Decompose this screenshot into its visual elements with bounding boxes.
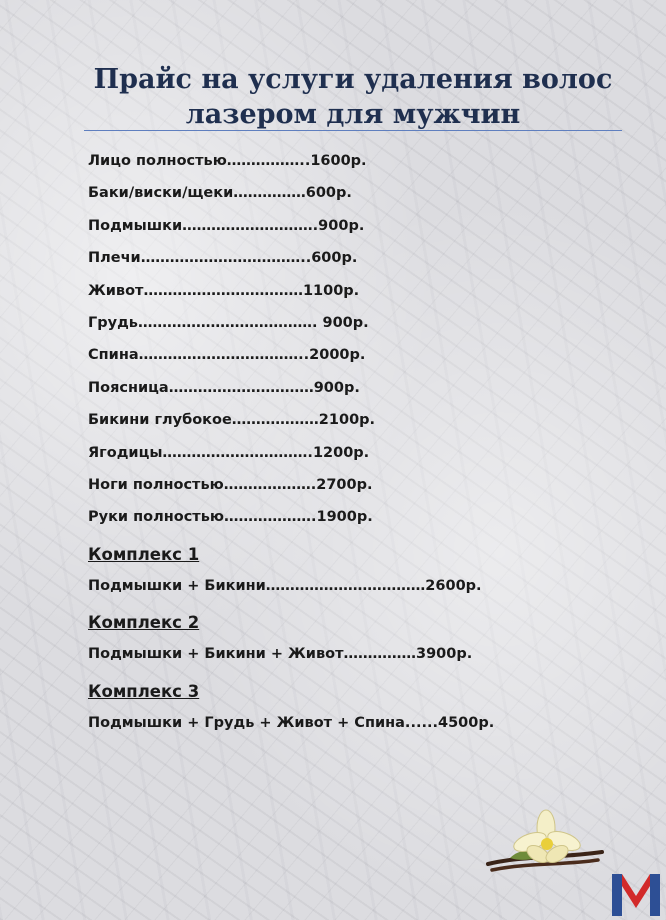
m-logo-icon <box>610 870 662 918</box>
price-item: Ягодицы………………………….1200р. <box>88 444 370 461</box>
price-item: Руки полностью……………….1900р. <box>88 509 373 526</box>
price-item: Поясница…………………………900р. <box>88 379 360 396</box>
complex-heading: Комплекс 1 <box>88 545 200 564</box>
price-item: Живот……………………………1100р. <box>88 282 360 299</box>
complex-3 <box>88 682 494 731</box>
title-line-2: лазером для мужчин <box>185 99 521 130</box>
price-item: Подмышки……………………….900р. <box>88 217 365 234</box>
price-item: Спина……………………………..2000р. <box>88 347 366 364</box>
page-title <box>84 62 622 132</box>
price-list <box>88 151 375 540</box>
complex-heading: Комплекс 3 <box>88 682 200 701</box>
complex-1 <box>88 545 482 594</box>
complex-price-line: Подмышки + Бикини……………………………2600р. <box>88 578 482 594</box>
complex-2 <box>88 613 472 662</box>
price-item: Лицо полностью……………..1600р. <box>88 153 367 169</box>
complex-price-line: Подмышки + Грудь + Живот + Спина......4500р. <box>88 715 495 731</box>
price-item: Плечи……………………………..600р. <box>88 250 358 267</box>
complex-heading: Комплекс 2 <box>88 613 200 632</box>
title-line-1: Прайс на услуги удаления волос <box>93 64 613 95</box>
price-item: Бикини глубокое………………2100р. <box>88 412 376 429</box>
price-item: Ноги полностью……………….2700р. <box>88 476 373 493</box>
price-item: Грудь………………………………. 900р. <box>88 314 369 331</box>
title-divider <box>84 130 622 131</box>
vanilla-flower-icon <box>480 808 610 878</box>
complex-price-line: Подмышки + Бикини + Живот……………3900р. <box>88 646 473 662</box>
price-item: Баки/виски/щеки……………600р. <box>88 185 352 202</box>
